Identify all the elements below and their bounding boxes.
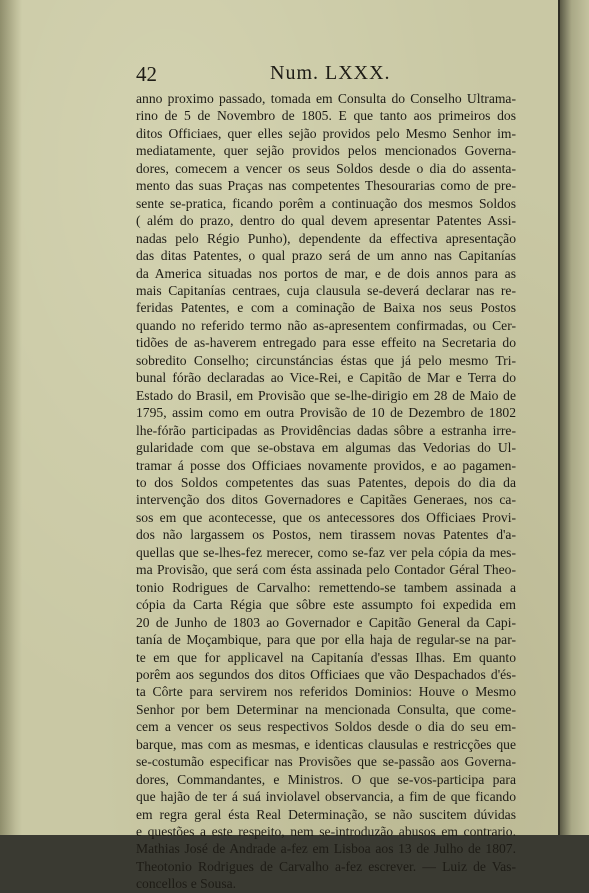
text-line: sos em que acontecesse, que os antecessores dos Officiaes Provi-	[136, 509, 516, 525]
text-line: sobredito Conselho; circunstáncias éstas que já pelo mesmo Tri-	[136, 352, 516, 368]
text-line: te em que for applicavel na Capitanía d'essas Ilhas. Em quanto	[136, 649, 516, 665]
text-line: tanía de Moçambique, para que por ella haja de regular-se na par-	[136, 632, 516, 648]
text-line: bunal fórão declaradas ao Vice-Rei, e Capitão de Mar e Terra do	[136, 370, 516, 386]
text-line: e questões a este respeito, nem se-introduzão abusos em contrario.	[136, 824, 516, 840]
text-line: dos não largassem os Postos, nem tirassem novas Patentes d'a-	[136, 527, 516, 543]
text-line: Mathias José de Andrade a-fez em Lisboa aos 13 de Julho de 1807.	[136, 841, 516, 857]
text-line: tramar á posse dos Officiaes novamente providos, e ao pagamen-	[136, 457, 516, 473]
text-line: feridas Patentes, e com a cominação de Baixa nos seus Postos	[136, 300, 516, 316]
running-head: Num. LXXX.	[270, 62, 391, 84]
text-line: rino de 5 de Novembro de 1805. E que tanto aos primeiros dos	[136, 108, 516, 124]
text-line: mediatamente, quer sejão providos pelos mencionados Governa-	[136, 143, 516, 159]
text-line: que hajão de ter á suá inviolavel observancia, a fim de que ficando	[136, 789, 516, 805]
text-line: ditos Officiaes, quer elles sejão providos pelo Mesmo Senhor im-	[136, 125, 516, 141]
text-line: Senhor por bem Determinar na mencionada Consulta, que come-	[136, 701, 516, 717]
text-line: lhe-fórão participadas as Providências dadas sôbre a estranha irre-	[136, 422, 516, 438]
text-line: mento das suas Praças nas competentes Thesourarias como de pre-	[136, 178, 516, 194]
text-line: to dos Soldos competentes das suas Patentes, depois do dia da	[136, 474, 516, 490]
page-gutter-shadow	[0, 0, 22, 835]
text-line: Estado do Brasil, em Provisão que se-lhe-dirigio em 28 de Maio de	[136, 387, 516, 403]
text-line: ta Côrte para servirem nos referidos Dominios: Houve o Mesmo	[136, 684, 516, 700]
text-line: cem a vencer os seus respectivos Soldos desde o dia do seu em-	[136, 719, 516, 735]
text-line: ( além do prazo, dentro do qual devem apresentar Patentes Assi-	[136, 213, 516, 229]
text-line: 1795, assim como em outra Provisão de 10 de Dezembro de 1802	[136, 405, 516, 421]
adjacent-page-edge	[560, 0, 589, 835]
text-line: em regra geral ésta Real Determinação, se não suscitem dúvidas	[136, 806, 516, 822]
text-line: mais Capitanías centraes, cuja clausula se-deverá declarar nas re-	[136, 282, 516, 298]
text-line: intervenção dos ditos Governadores e Capitães Generaes, nos ca-	[136, 492, 516, 508]
text-line: porêm aos segundos dos ditos Officiaes que vão Despachados d'és-	[136, 666, 516, 682]
text-line: dores, comecem a vencer os seus Soldos desde o dia do assenta-	[136, 160, 516, 176]
text-line: Theotonio Rodrigues de Carvalho a-fez escrever. — Luiz de Vas-	[136, 858, 516, 874]
text-line: dores, Commandantes, e Ministros. O que se-vos-participa para	[136, 771, 516, 787]
text-line: sente se-pratica, ficando porêm a continuação dos mesmos Soldos	[136, 195, 516, 211]
text-line: barque, mas com as mesmas, e identicas clausulas e restricções que	[136, 736, 516, 752]
text-line: concellos e Sousa.	[136, 876, 237, 892]
text-line: se-costumão especificar nas Provisões que se-passão aos Governa-	[136, 754, 516, 770]
text-line: quando no referido termo não as-apresentem confirmadas, ou Cer-	[136, 317, 516, 333]
body-text	[136, 90, 516, 893]
page-header	[0, 60, 560, 90]
text-line: da America situadas nos portos de mar, e de dois annos para as	[136, 265, 516, 281]
text-line: cópia da Carta Régia que sôbre este assumpto foi expedida em	[136, 597, 516, 613]
text-line: anno proximo passado, tomada em Consulta do Conselho Ultrama-	[136, 91, 516, 106]
text-line: quellas que se-lhes-fez merecer, como se-faz ver pela cópia da mes-	[136, 544, 516, 560]
text-line: gularidade com que se-obstava em algumas das Vedorias do Ul-	[136, 440, 516, 456]
text-line: tidões de as-haverem entregado para esse effeito na Secretaria do	[136, 335, 516, 351]
text-line: ma Provisão, que será com ésta assinada pelo Contador Géral Theo-	[136, 562, 516, 578]
text-line: 20 de Junho de 1803 ao Governador e Capitão General da Capi-	[136, 614, 516, 630]
text-line: nadas pelo Régio Punho), dependente da effectiva apresentação	[136, 230, 516, 246]
page-number: 42	[136, 62, 157, 86]
text-line: tonio Rodrigues de Carvalho: remettendo-se tambem assinada a	[136, 579, 516, 595]
text-line: das ditas Patentes, o qual prazo será de um anno nas Capitanías	[136, 248, 516, 264]
